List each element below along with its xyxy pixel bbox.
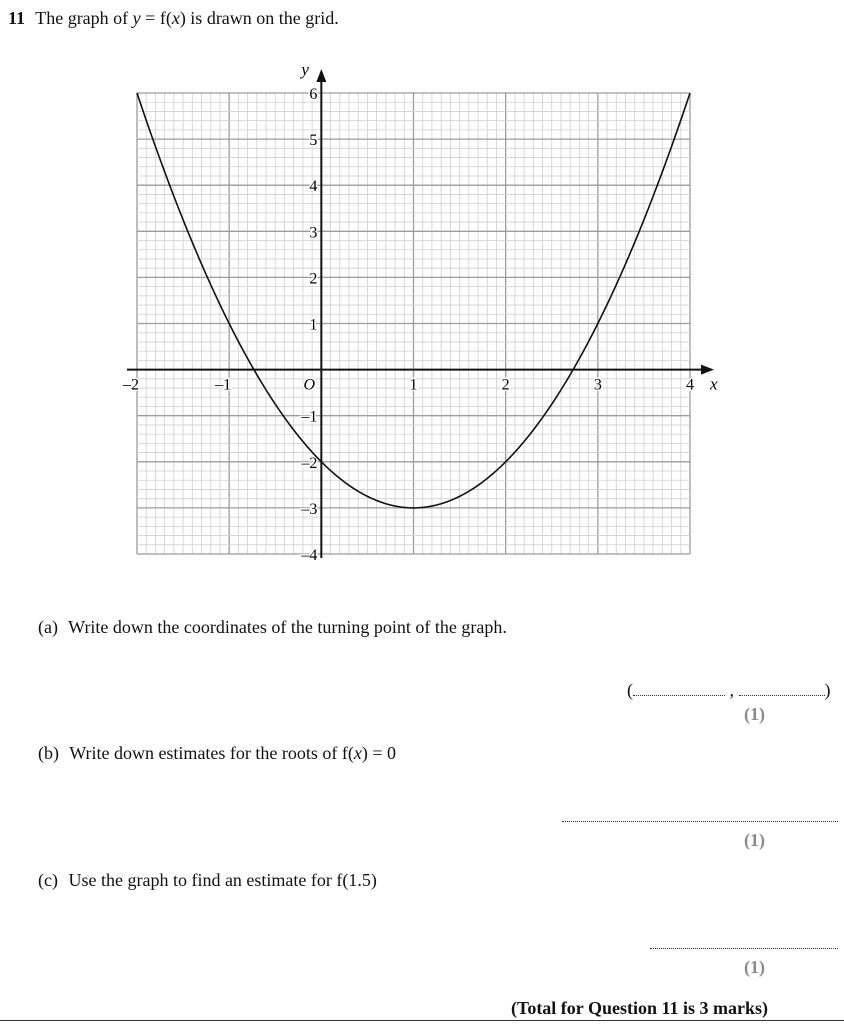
question-prefix: The graph of: [35, 8, 129, 28]
bottom-rule: [0, 1020, 844, 1021]
part-c: [38, 870, 377, 891]
part-a: [38, 617, 507, 638]
grid-lines: [137, 93, 690, 554]
question-number: 11: [8, 8, 26, 28]
y-tick-label: –4: [301, 547, 318, 564]
part-a-marks: (1): [744, 704, 765, 724]
part-a-letter: (a): [38, 617, 58, 637]
y-axis-arrow: [316, 69, 326, 82]
part-a-text: Write down the coordinates of the turning point of the graph.: [68, 617, 507, 637]
y-tick-label: 1: [309, 316, 318, 334]
x-tick-label: 2: [501, 376, 510, 394]
part-b-var: x: [353, 743, 362, 763]
y-tick-label: 4: [309, 178, 318, 196]
part-b: [38, 743, 396, 764]
part-b-text-post: ) = 0: [361, 743, 397, 763]
y-tick-label: 2: [309, 270, 318, 288]
x-tick-label: O: [303, 376, 316, 394]
answer-y-field[interactable]: [739, 681, 825, 696]
x-tick-label: –2: [123, 376, 139, 394]
y-tick-label: 5: [309, 132, 318, 150]
answer-comma: ,: [729, 680, 734, 700]
question-suffix: ) is drawn on the grid.: [179, 8, 339, 28]
total-marks: (Total for Question 11 is 3 marks): [510, 998, 768, 1018]
y-tick-label: 3: [309, 224, 318, 242]
answer-close-paren: ): [824, 680, 831, 700]
question-var-y: y: [132, 8, 141, 28]
x-axis-arrow: [701, 365, 714, 375]
part-c-text: Use the graph to find an estimate for f(1.5): [68, 870, 377, 890]
answer-open-paren: (: [627, 680, 633, 700]
question-eq: = f(: [145, 8, 172, 28]
x-tick-label: 1: [409, 376, 418, 394]
part-b-marks: (1): [744, 830, 765, 850]
part-c-letter: (c): [38, 870, 58, 890]
y-tick-label: –1: [301, 408, 318, 426]
y-tick-label: 6: [309, 86, 318, 103]
answer-x-field[interactable]: [633, 681, 725, 696]
y-tick-label: –3: [301, 500, 318, 518]
answer-coords[interactable]: [627, 680, 831, 701]
part-b-text-pre: Write down estimates for the roots of f(: [69, 743, 354, 763]
x-axis-label: x: [710, 374, 718, 394]
y-tick-label: –2: [301, 454, 318, 472]
y-axis-label: y: [301, 60, 309, 79]
part-b-letter: (b): [38, 743, 59, 763]
question-var-x: x: [171, 8, 180, 28]
part-c-marks: (1): [744, 957, 765, 977]
answer-c-line[interactable]: [650, 948, 838, 949]
x-tick-label: –1: [215, 376, 232, 394]
x-tick-label: 3: [593, 376, 602, 394]
answer-b-line[interactable]: [562, 821, 838, 822]
x-tick-label: 4: [686, 376, 694, 394]
